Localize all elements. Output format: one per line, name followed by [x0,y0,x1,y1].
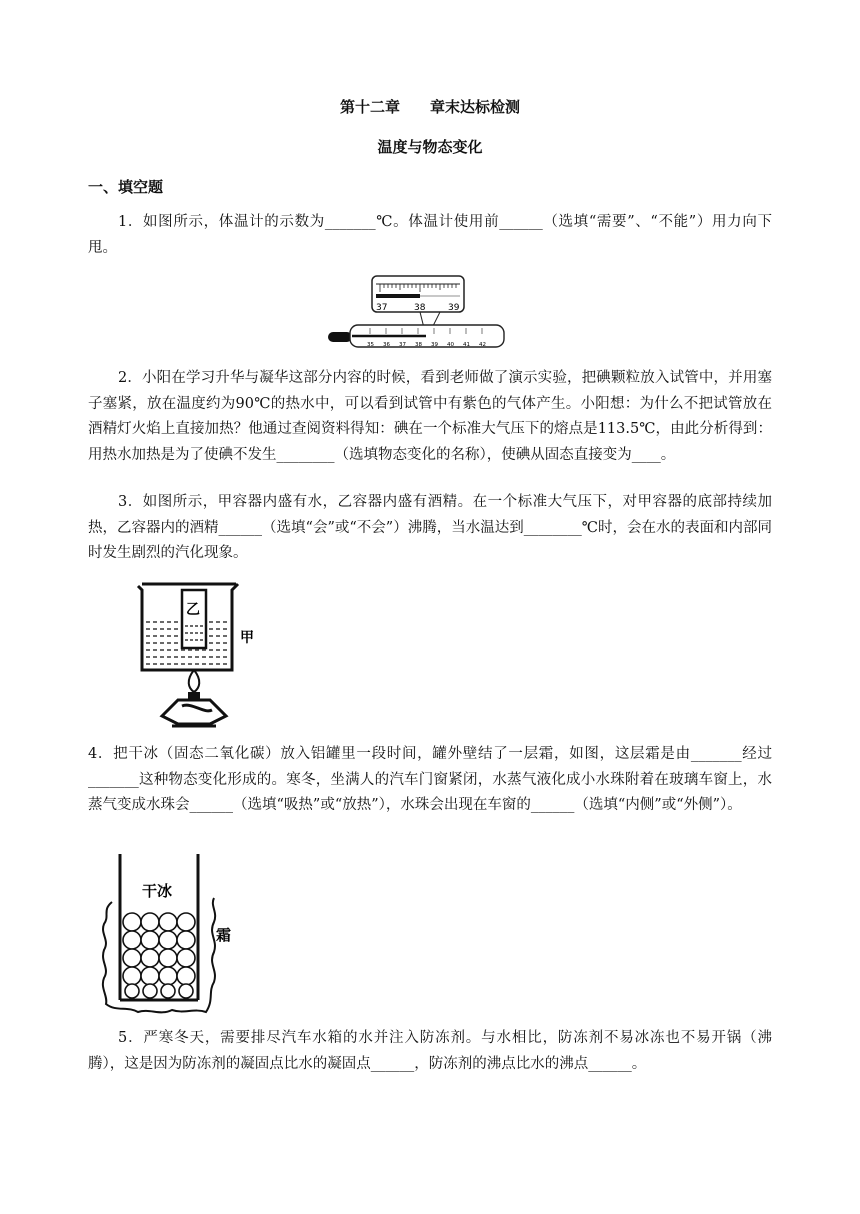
scale-tick-38: 38 [415,342,422,348]
dry-ice-label: 干冰 [142,882,173,900]
scale-tick-40: 40 [447,342,454,348]
zoom-tick-37: 37 [376,303,388,313]
scale-tick-39: 39 [431,342,438,348]
question-1: 1．如图所示，体温计的示数为_______℃。体温计使用前______（选填“需要”、“不能”）用力向下甩。 [88,214,772,256]
dry-ice-figure [98,850,248,1024]
question-4: 4．把干冰（固态二氧化碳）放入铝罐里一段时间，罐外壁结了一层霜，如图，这层霜是由_______经过_______这种物态变化形成的。寒冬，坐满人的汽车门窗紧闭，水蒸气液化成小水珠附着在玻璃车窗上，水蒸气变成水珠会______（选填“吸热”或“放热”），水珠会出现在车窗的______（选填“内侧”或“外侧”）。 [88,746,772,813]
question-5: 5．严寒冬天，需要排尽汽车水箱的水并注入防冻剂。与水相比，防冻剂不易冰冻也不易开锅（沸腾），这是因为防冻剂的凝固点比水的凝固点______，防冻剂的沸点比水的沸点______。 [88,1030,772,1072]
scale-tick-37: 37 [399,342,406,348]
scale-tick-36: 36 [383,342,390,348]
thermometer-figure [320,270,510,356]
page-subtitle: 温度与物态变化 [377,138,483,156]
frost-label: 霜 [216,926,232,944]
zoom-tick-39: 39 [448,303,460,313]
section-heading: 一、填空题 [88,178,164,196]
beaker-figure [132,580,272,732]
question-2: 2．小阳在学习升华与凝华这部分内容的时候，看到老师做了演示实验，把碘颗粒放入试管中，并用塞子塞紧，放在温度约为90℃的热水中，可以看到试管中有紫色的气体产生。小阳想：为什么不把试管放在酒精灯火焰上直接加热？他通过查阅资料得知：碘在一个标准大气压下的熔点是113.5℃，由此分析得到：用热水加热是为了使碘不发生________（选填物态变化的名称），使碘从固态直接变为____。 [88,370,772,463]
test-tube-label: 乙 [186,602,200,618]
chapter-title: 第十二章 章末达标检测 [339,98,520,116]
scale-tick-41: 41 [463,342,470,348]
scale-tick-42: 42 [479,342,486,348]
scale-tick-35: 35 [367,342,374,348]
question-3: 3．如图所示，甲容器内盛有水，乙容器内盛有酒精。在一个标准大气压下，对甲容器的底部持续加热，乙容器内的酒精______（选填“会”或“不会”）沸腾，当水温达到________℃时，会在水的表面和内部同时发生剧烈的汽化现象。 [88,494,772,561]
zoom-tick-38: 38 [414,303,426,313]
beaker-label: 甲 [240,630,254,646]
